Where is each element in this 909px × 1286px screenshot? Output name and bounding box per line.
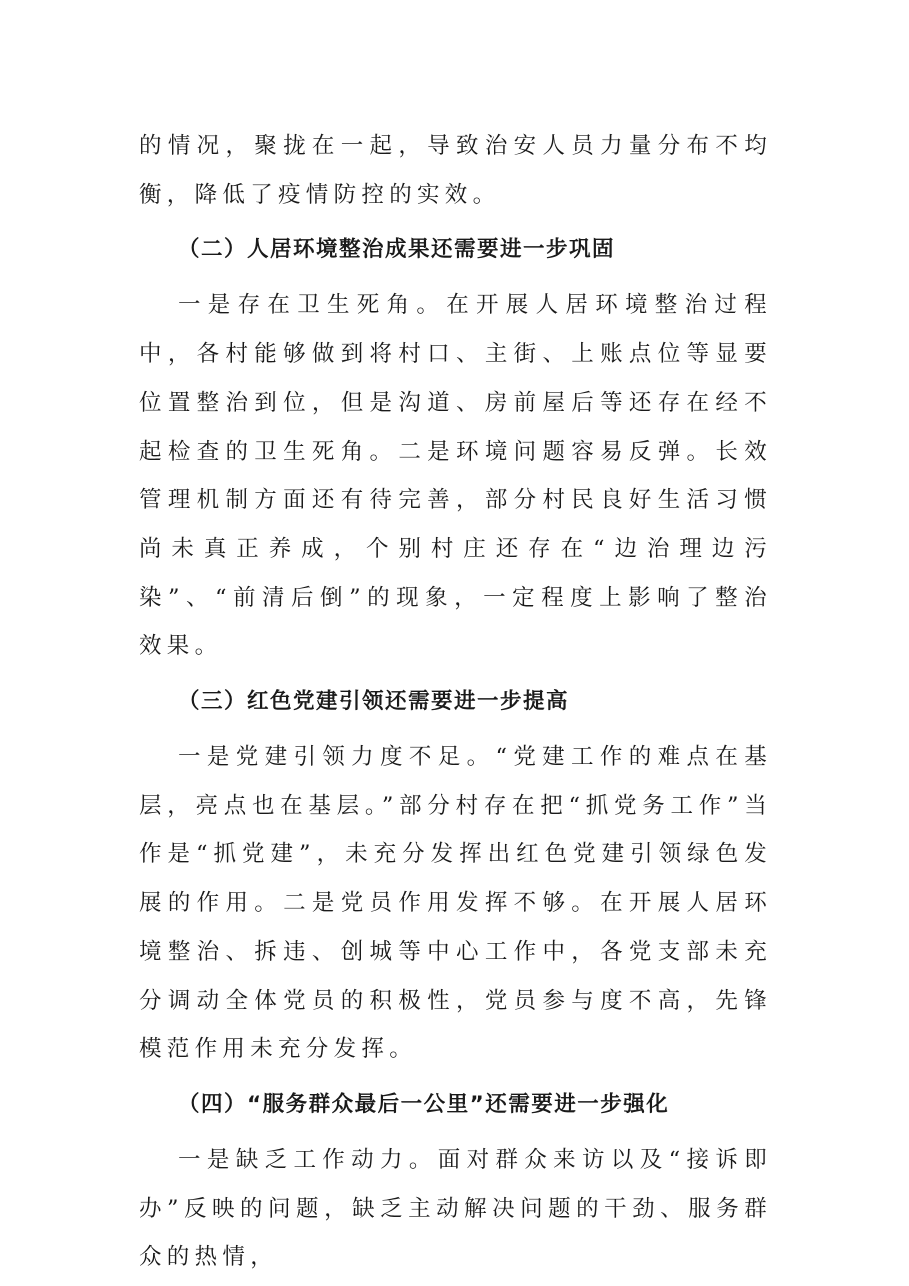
section-heading-4: （四）“服务群众最后一公里”还需要进一步强化 bbox=[178, 1091, 670, 1117]
section-heading-3: （三）红色党建引领还需要进一步提高 bbox=[178, 689, 570, 715]
body-paragraph-3: 一是党建引领力度不足。“党建工作的难点在基层，亮点也在基层。”部分村存在把“抓党务工作”当作是“抓党建”，未充分发挥出红色党建引领绿色发展的作用。二是党员作用发挥不够。在开展人居环境整治、拆违、创城等中心工作中，各党支部未充分调动全体党员的积极性，党员参与度不高，先锋模范作用未充分发挥。 bbox=[139, 744, 772, 1063]
body-paragraph-2: 一是存在卫生死角。在开展人居环境整治过程中，各村能够做到将村口、主街、上账点位等显要位置整治到位，但是沟道、房前屋后等还存在经不起检查的卫生死角。二是环境问题容易反弹。长效管理机制方面还有待完善，部分村民良好生活习惯尚未真正养成，个别村庄还存在“边治理边污染”、“前清后倒”的现象，一定程度上影响了整治效果。 bbox=[139, 292, 772, 660]
body-paragraph-continued: 的情况，聚拢在一起，导致治安人员力量分布不均衡，降低了疫情防控的实效。 bbox=[139, 133, 772, 208]
section-heading-2: （二）人居环境整治成果还需要进一步巩固 bbox=[178, 237, 616, 263]
body-paragraph-4: 一是缺乏工作动力。面对群众来访以及“接诉即办”反映的问题，缺乏主动解决问题的干劲、服务群众的热情， bbox=[139, 1146, 772, 1271]
document-page bbox=[139, 122, 772, 1282]
